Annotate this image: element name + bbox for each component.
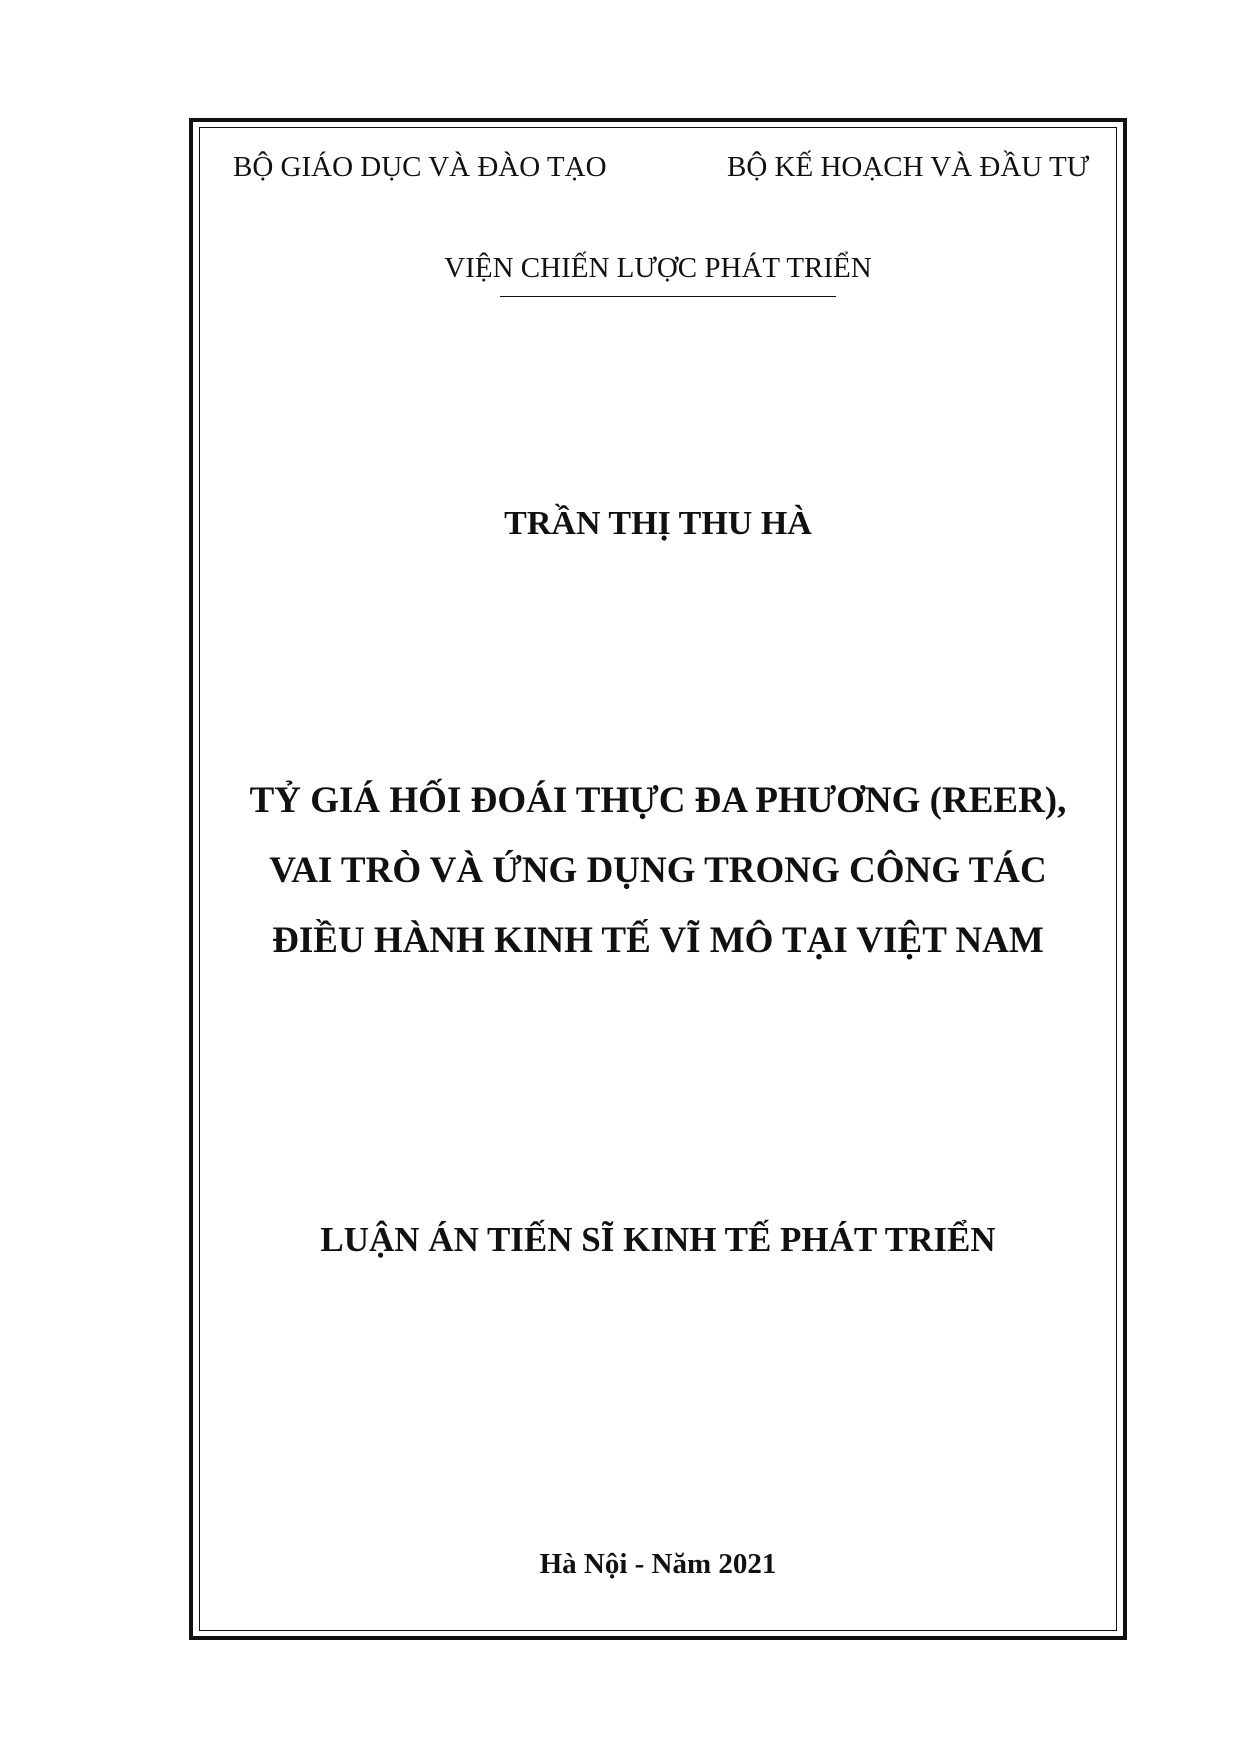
thesis-title xyxy=(0,766,1240,976)
thesis-title-line-3: ĐIỀU HÀNH KINH TẾ VĨ MÔ TẠI VIỆT NAM xyxy=(272,920,1044,961)
institute-underline xyxy=(500,296,836,297)
ministry-right: BỘ KẾ HOẠCH VÀ ĐẦU TƯ xyxy=(727,151,1090,183)
thesis-title-line-1: TỶ GIÁ HỐI ĐOÁI THỰC ĐA PHƯƠNG (REER), xyxy=(249,780,1067,821)
ministry-left: BỘ GIÁO DỤC VÀ ĐÀO TẠO xyxy=(233,151,607,183)
author-name: TRẦN THỊ THU HÀ xyxy=(504,505,812,542)
place-year: Hà Nội - Năm 2021 xyxy=(539,1548,777,1580)
degree-label: LUẬN ÁN TIẾN SĨ KINH TẾ PHÁT TRIỂN xyxy=(320,1220,996,1259)
thesis-title-line-2: VAI TRÒ VÀ ỨNG DỤNG TRONG CÔNG TÁC xyxy=(269,850,1047,891)
institute-name: VIỆN CHIẾN LƯỢC PHÁT TRIỂN xyxy=(444,252,872,284)
